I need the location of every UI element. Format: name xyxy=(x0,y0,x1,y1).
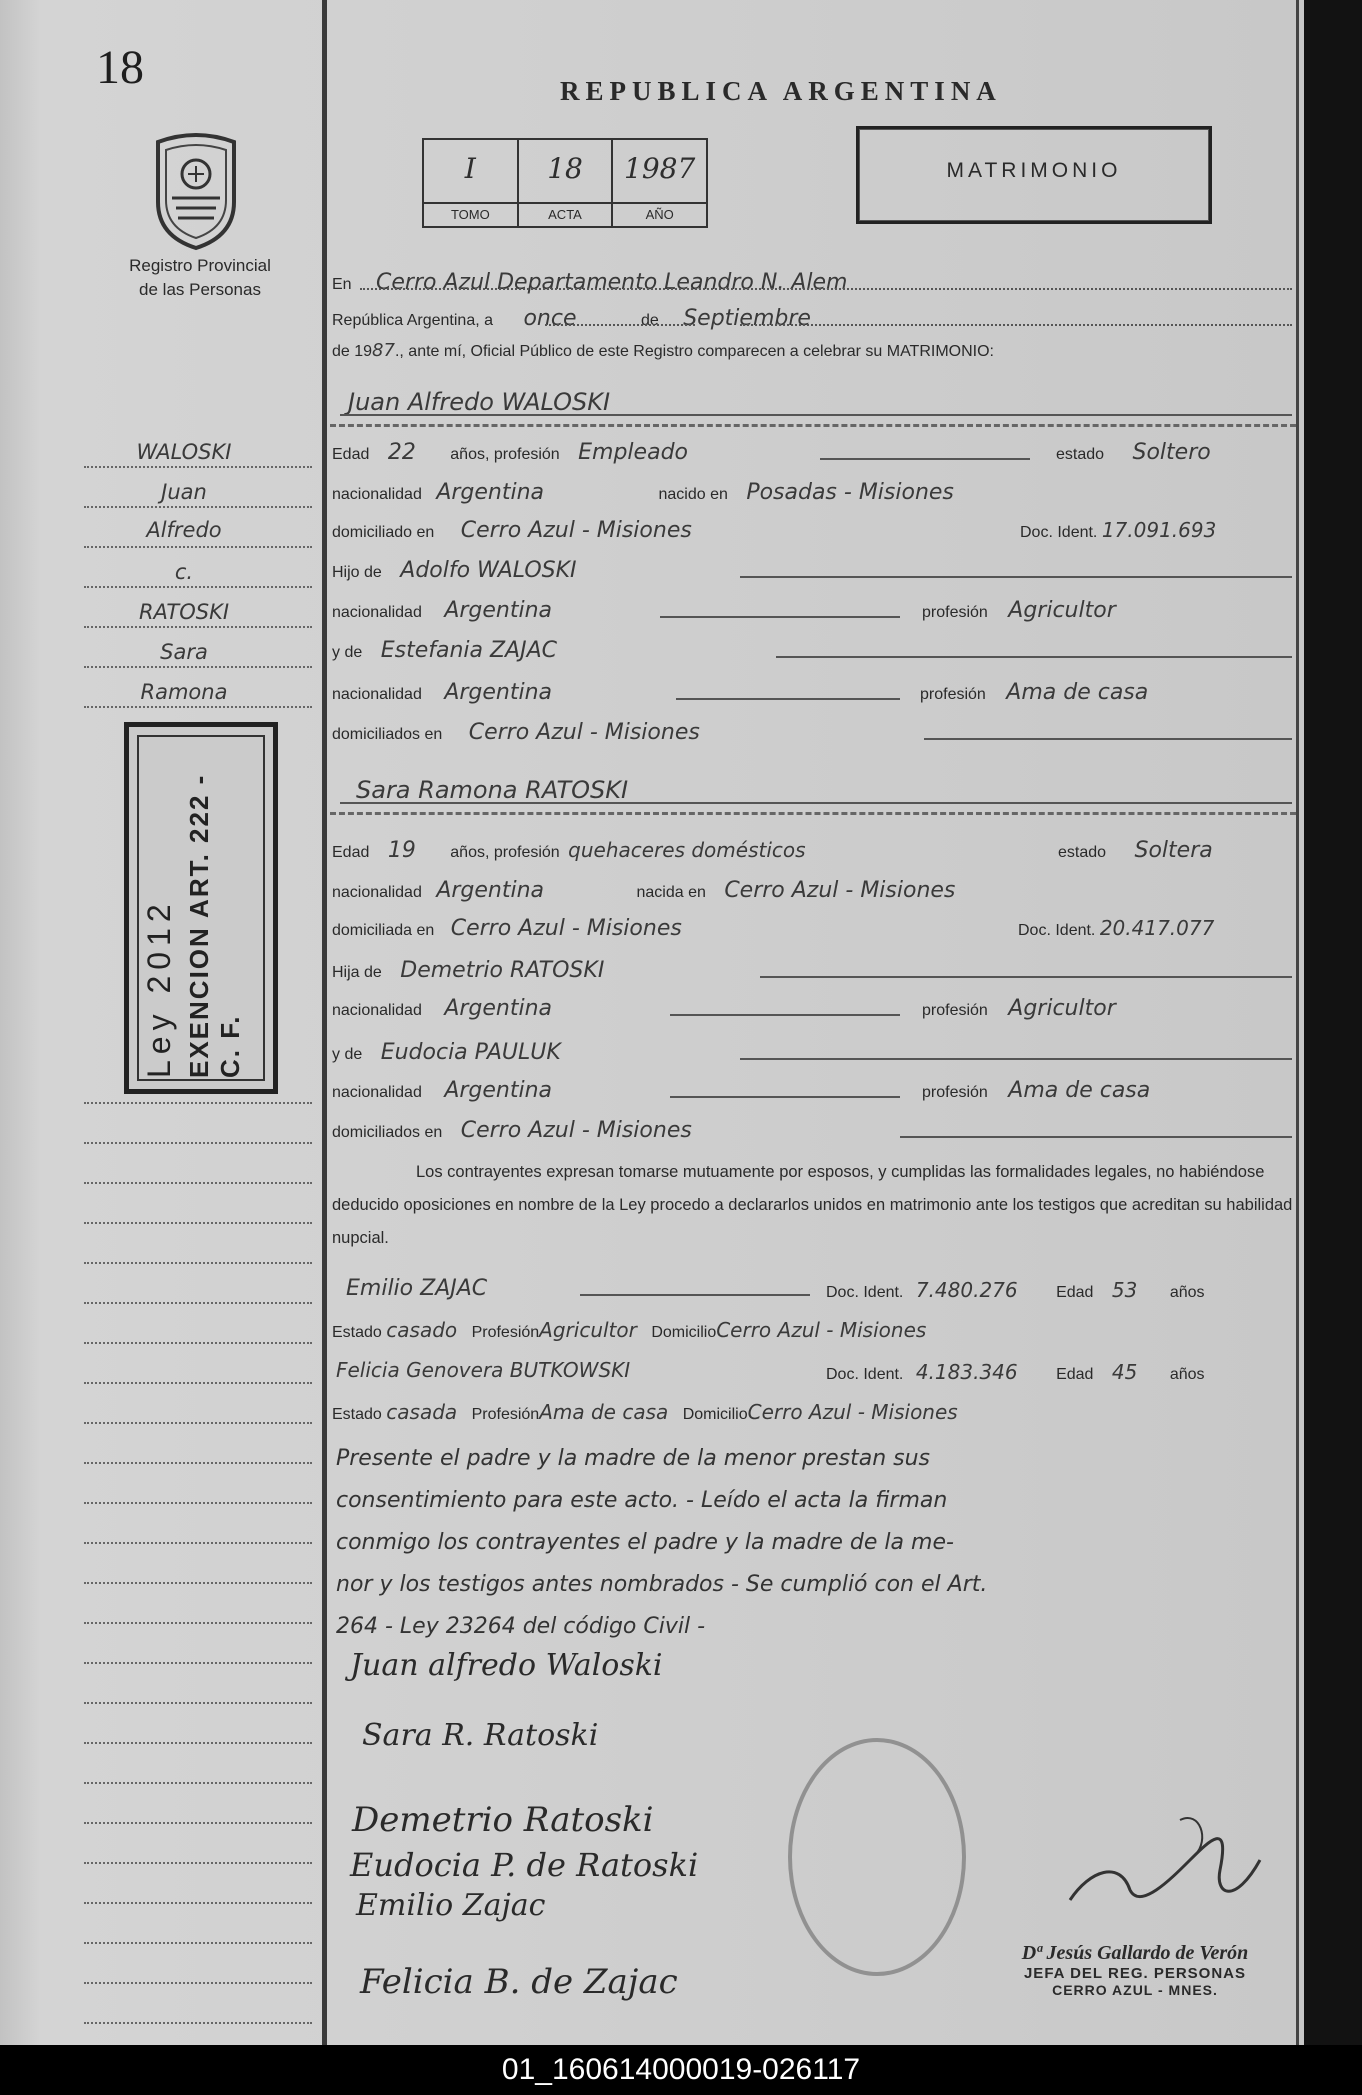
witness1-doc-label: Doc. Ident. xyxy=(826,1284,904,1301)
bride-yde-label: y de xyxy=(332,1046,363,1063)
exencion-stamp xyxy=(124,722,278,1094)
bride-doms-label: domiciliados en xyxy=(332,1124,443,1141)
tomo-value: I xyxy=(464,152,476,185)
margin-line xyxy=(84,1462,312,1464)
intro-date-row xyxy=(332,306,811,331)
margin-name: Juan xyxy=(161,480,207,504)
signature-witness2: Felicia B. de Zajac xyxy=(360,1962,678,2002)
witness2-details-row xyxy=(332,1400,958,1424)
bride-age-row xyxy=(332,838,806,863)
note-line: nor y los testigos antes nombrados - Se cumplió con el Art. xyxy=(336,1572,988,1597)
margin-line xyxy=(84,1142,312,1144)
bride-dom-row xyxy=(332,916,682,941)
hija-label: Hija de xyxy=(332,964,382,981)
witness2-anos: años xyxy=(1169,1366,1205,1383)
bride-mother-nat-row xyxy=(332,1078,552,1103)
bride-mother-nac-label: nacionalidad xyxy=(332,1084,422,1101)
estado-label: estado xyxy=(1056,446,1105,463)
bride-father-prof: Agricultor xyxy=(1008,996,1116,1021)
witness1-prof: Agricultor xyxy=(539,1318,637,1342)
bride-father: Demetrio RATOSKI xyxy=(400,958,605,983)
acta-label: ACTA xyxy=(519,202,612,226)
bride-father-prof-label: profesión xyxy=(922,1002,988,1019)
margin-line xyxy=(84,1582,312,1584)
bride-mother-prof-label: profesión xyxy=(922,1084,988,1101)
margin-line xyxy=(84,1982,312,1984)
scan-id-footer: 01_160614000019-026117 xyxy=(0,2045,1362,2095)
margin-line xyxy=(84,1222,312,1224)
signature-bride-father: Demetrio Ratoski xyxy=(352,1800,654,1840)
bride-father-nat-line xyxy=(670,1014,900,1016)
declaration-text: Los contrayentes expresan tomarse mutuamente por esposos, y cumplidas las formalidades legales, no habiéndose deducido oposiciones en nombre de la Ley procedo a declararlos unidos en matrimonio ante los testigos que acreditan su habilidad nupcial. xyxy=(332,1163,1293,1247)
witness2-name: Felicia Genovera BUTKOWSKI xyxy=(336,1358,631,1382)
margin-line xyxy=(84,1902,312,1904)
bride-mother-row xyxy=(332,1040,561,1065)
margin-name: Ramona xyxy=(140,680,228,704)
official-name: Dª Jesús Gallardo de Verón xyxy=(1021,1942,1249,1964)
parents-dom-line xyxy=(924,738,1292,740)
groom-name-line xyxy=(340,414,1292,416)
margin-line xyxy=(84,1342,312,1344)
scan-edge xyxy=(1304,0,1362,2045)
yde-label: y de xyxy=(332,644,363,661)
witness1-estado: casado xyxy=(386,1318,458,1342)
right-rule xyxy=(1296,0,1299,2045)
bride-father-line xyxy=(760,976,1292,978)
bride-mother-nat: Argentina xyxy=(444,1078,553,1103)
groom-dom-row xyxy=(332,518,692,543)
groom-mother-prof: Ama de casa xyxy=(1006,680,1149,705)
day-value: once xyxy=(523,306,577,331)
bride-mother-nat-line xyxy=(670,1096,900,1098)
day-line xyxy=(545,324,695,326)
bride-mother-prof-row xyxy=(922,1078,1150,1103)
prof-line xyxy=(820,458,1030,460)
exencion-line-2: EXENCION ART. 222 - C. F. xyxy=(184,773,245,1078)
ano-value: 1987 xyxy=(624,152,696,185)
margin-name: WALOSKI xyxy=(136,440,232,464)
groom-separator xyxy=(330,424,1296,427)
doc-type-title: MATRIMONIO xyxy=(946,159,1122,182)
witness2-estado: casada xyxy=(386,1400,458,1424)
year-prefix: de 19 xyxy=(332,343,373,360)
margin-name: Alfredo xyxy=(146,518,222,542)
margin-name: Sara xyxy=(160,640,208,664)
bride-nac-label: nacionalidad xyxy=(332,884,422,901)
signature-groom: Juan alfredo Waloski xyxy=(350,1648,663,1683)
bride-name-line xyxy=(340,802,1292,804)
margin-line xyxy=(84,466,312,468)
bride-profession: quehaceres domésticos xyxy=(568,838,806,862)
bride-birthplace: Cerro Azul - Misiones xyxy=(724,878,956,903)
bride-separator xyxy=(330,812,1296,815)
rep-label: República Argentina, a xyxy=(332,312,493,329)
margin-line xyxy=(84,1622,312,1624)
margin-line xyxy=(84,1382,312,1384)
margin-line xyxy=(84,1302,312,1304)
tomo-cell xyxy=(424,140,519,226)
margin-line xyxy=(84,2022,312,2024)
witness1-line xyxy=(580,1294,810,1296)
witness2-doc-label: Doc. Ident. xyxy=(826,1366,904,1383)
bride-father-prof-row xyxy=(922,996,1116,1021)
groom-father: Adolfo WALOSKI xyxy=(400,558,577,583)
notes-block xyxy=(336,1438,1286,1648)
groom-mother: Estefania ZAJAC xyxy=(380,638,558,663)
bride-father-nat: Argentina xyxy=(444,996,553,1021)
bride-father-row xyxy=(332,958,604,983)
groom-mother-nat: Argentina xyxy=(444,680,553,705)
groom-mother-row xyxy=(332,638,557,663)
tomo-label: TOMO xyxy=(424,202,517,226)
month-value: Septiembre xyxy=(683,306,811,331)
bride-nationality: Argentina xyxy=(436,878,545,903)
margin-line xyxy=(84,1702,312,1704)
groom-nationality: Argentina xyxy=(436,480,545,505)
margin-line xyxy=(84,626,312,628)
bride-name-row xyxy=(356,776,628,804)
witness1-row xyxy=(346,1276,487,1301)
father-nac-label: nacionalidad xyxy=(332,604,422,621)
register-box xyxy=(422,138,708,228)
margin-line xyxy=(84,1262,312,1264)
intro-place-row xyxy=(332,270,847,295)
margin-line xyxy=(84,546,312,548)
bride-parents-dom: Cerro Azul - Misiones xyxy=(460,1118,692,1143)
father-line xyxy=(740,576,1292,578)
nac-label: nacionalidad xyxy=(332,486,422,503)
bride-doc-row xyxy=(1018,916,1214,940)
witness2-doc-row xyxy=(826,1360,1205,1384)
groom-name: Juan Alfredo WALOSKI xyxy=(348,388,611,416)
groom-mother-nat-row xyxy=(332,680,552,705)
witness1-edad-label: Edad xyxy=(1056,1284,1094,1301)
groom-name-row xyxy=(348,388,610,416)
witness1-doc: 7.480.276 xyxy=(915,1278,1018,1302)
official-title: JEFA DEL REG. PERSONAS xyxy=(1023,1965,1247,1982)
bride-estado: Soltera xyxy=(1134,838,1213,863)
witness2-prof: Ama de casa xyxy=(539,1400,669,1424)
witness1-details-row xyxy=(332,1318,926,1342)
signature-witness1: Emilio Zajac xyxy=(356,1888,546,1923)
margin-line xyxy=(84,506,312,508)
page-number: 18 xyxy=(96,41,144,94)
groom-father-nat-row xyxy=(332,598,552,623)
bride-edad-label: Edad xyxy=(332,844,370,861)
year-value: 87 xyxy=(372,340,395,361)
doc-type-box xyxy=(856,126,1212,224)
bride-father-nat-row xyxy=(332,996,552,1021)
groom-birthplace: Posadas - Misiones xyxy=(746,480,954,505)
bride-father-nac-label: nacionalidad xyxy=(332,1002,422,1019)
edad-label: Edad xyxy=(332,446,370,463)
registro-label xyxy=(100,254,300,302)
groom-estado-row xyxy=(1056,440,1211,465)
margin-line xyxy=(84,586,312,588)
groom-father-row xyxy=(332,558,577,583)
exencion-line-1: Ley 2012 xyxy=(141,898,177,1078)
bride-mother-prof: Ama de casa xyxy=(1008,1078,1151,1103)
bride-doc-label: Doc. Ident. xyxy=(1018,922,1096,939)
nacida-label: nacida en xyxy=(636,884,706,901)
country-heading: REPUBLICA ARGENTINA xyxy=(560,76,1002,106)
witness1-anos: años xyxy=(1169,1284,1205,1301)
groom-nat-row xyxy=(332,480,954,505)
witness2-edad-label: Edad xyxy=(1056,1366,1094,1383)
margin-rule xyxy=(322,0,327,2045)
year-rest: ., ante mí, Oficial Público de este Registro comparecen a celebrar su MATRIMONIO: xyxy=(394,343,994,360)
en-label: En xyxy=(332,276,352,293)
groom-doc: 17.091.693 xyxy=(1101,518,1217,542)
exencion-stamp-text xyxy=(141,738,261,1078)
margin-line xyxy=(84,1422,312,1424)
groom-father-prof-row xyxy=(922,598,1116,623)
groom-age-row xyxy=(332,440,688,465)
note-line: 264 - Ley 23264 del código Civil - xyxy=(336,1614,706,1639)
margin-line xyxy=(84,1662,312,1664)
father-nat-line xyxy=(660,616,900,618)
mother-nac-label: nacionalidad xyxy=(332,686,422,703)
groom-profession: Empleado xyxy=(578,440,688,465)
signature-bride: Sara R. Ratoski xyxy=(362,1718,599,1753)
note-line: consentimiento para este acto. - Leído el acta la firman xyxy=(336,1488,948,1513)
de-label: de xyxy=(640,312,659,329)
margin-line xyxy=(84,666,312,668)
margin-line xyxy=(84,1542,312,1544)
bride-estado-label: estado xyxy=(1058,844,1107,861)
witness2-prof-label: Profesión xyxy=(471,1406,540,1423)
witness1-doc-row xyxy=(826,1278,1205,1302)
groom-mother-prof-row xyxy=(920,680,1148,705)
bride-parents-dom-row xyxy=(332,1118,692,1143)
margin-line xyxy=(84,1782,312,1784)
mother-prof-label: profesión xyxy=(920,686,986,703)
acta-cell xyxy=(519,140,614,226)
witness2-age: 45 xyxy=(1111,1360,1138,1384)
bride-estado-row xyxy=(1058,838,1213,863)
bride-age: 19 xyxy=(387,838,416,863)
margin-line xyxy=(84,706,312,708)
nacido-label: nacido en xyxy=(658,486,728,503)
hijo-label: Hijo de xyxy=(332,564,382,581)
registro-line-1: Registro Provincial xyxy=(129,256,271,275)
registro-line-2: de las Personas xyxy=(139,280,261,299)
margin-line xyxy=(84,1502,312,1504)
margin-name: RATOSKI xyxy=(138,600,230,624)
bride-nat-row xyxy=(332,878,955,903)
note-line: conmigo los contrayentes el padre y la madre de la me- xyxy=(336,1530,954,1555)
groom-estado: Soltero xyxy=(1132,440,1211,465)
witness2-estado-label: Estado xyxy=(332,1406,382,1423)
witness2-dom-label: Domicilio xyxy=(682,1406,748,1423)
witness2-doc: 4.183.346 xyxy=(915,1360,1018,1384)
groom-age: 22 xyxy=(387,440,416,465)
margin-line xyxy=(84,1102,312,1104)
margin-line xyxy=(84,1742,312,1744)
acta-value: 18 xyxy=(547,152,583,185)
place-line xyxy=(360,288,1292,290)
intro-year-row xyxy=(332,340,994,361)
witness2-dom: Cerro Azul - Misiones xyxy=(747,1400,958,1424)
margin-line xyxy=(84,1822,312,1824)
mother-line xyxy=(776,656,1292,658)
groom-father-nat: Argentina xyxy=(444,598,553,623)
bride-name: Sara Ramona RATOSKI xyxy=(356,776,629,804)
month-line xyxy=(740,324,1292,326)
witness1-dom: Cerro Azul - Misiones xyxy=(716,1318,927,1342)
ano-cell xyxy=(613,140,706,226)
mother-nat-line xyxy=(676,698,900,700)
bride-anos-prof-label: años, profesión xyxy=(450,844,560,861)
groom-doc-row xyxy=(1020,518,1216,542)
bride-doc: 20.417.077 xyxy=(1099,916,1215,940)
witness2-row xyxy=(336,1358,630,1382)
father-prof-label: profesión xyxy=(922,604,988,621)
groom-father-prof: Agricultor xyxy=(1008,598,1116,623)
registry-round-stamp-icon xyxy=(788,1738,966,1976)
bride-mother: Eudocia PAULUK xyxy=(380,1040,561,1065)
bride-parents-dom-line xyxy=(900,1136,1292,1138)
groom-parents-dom-row xyxy=(332,720,700,745)
ano-label: AÑO xyxy=(613,202,706,226)
note-line: Presente el padre y la madre de la menor prestan sus xyxy=(336,1446,931,1471)
margin-line xyxy=(84,1862,312,1864)
witness1-estado-label: Estado xyxy=(332,1324,382,1341)
bride-dom-label: domiciliada en xyxy=(332,922,435,939)
official-stamp xyxy=(970,1942,1300,1998)
margin-line xyxy=(84,1182,312,1184)
groom-parents-dom: Cerro Azul - Misiones xyxy=(468,720,700,745)
bride-mother-line xyxy=(740,1058,1292,1060)
signature-bride-mother: Eudocia P. de Ratoski xyxy=(350,1846,699,1884)
witness1-dom-label: Domicilio xyxy=(651,1324,717,1341)
provincial-seal-icon xyxy=(148,132,244,252)
place-value: Cerro Azul Departamento Leandro N. Alem xyxy=(376,270,848,295)
bride-domicile: Cerro Azul - Misiones xyxy=(450,916,682,941)
anos-prof-label: años, profesión xyxy=(450,446,560,463)
witness1-age: 53 xyxy=(1111,1278,1138,1302)
official-place: CERRO AZUL - MNES. xyxy=(1052,1982,1218,1998)
doms-label: domiciliados en xyxy=(332,726,443,743)
witness1-name: Emilio ZAJAC xyxy=(346,1276,488,1301)
witness1-prof-label: Profesión xyxy=(471,1324,540,1341)
groom-domicile: Cerro Azul - Misiones xyxy=(460,518,692,543)
margin-line xyxy=(84,1942,312,1944)
margin-name: c. xyxy=(174,560,194,584)
doc-label: Doc. Ident. xyxy=(1020,524,1098,541)
dom-label: domiciliado en xyxy=(332,524,435,541)
official-signature-icon xyxy=(1060,1800,1280,1920)
